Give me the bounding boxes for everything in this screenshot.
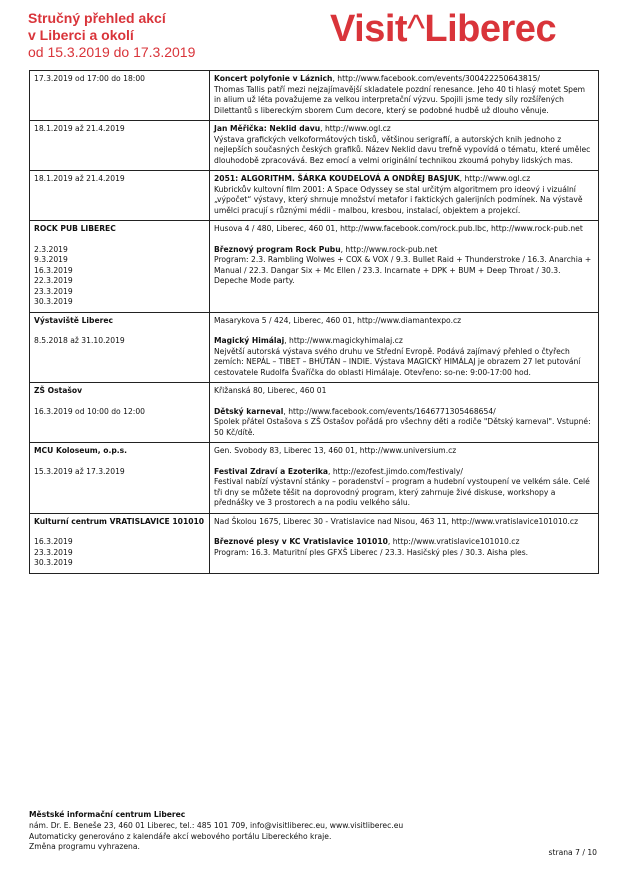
date-item: 16.3.2019: [34, 265, 73, 275]
event-description: Thomas Tallis patří mezi nejzajímavější skladatele pozdní renesance. Jeho 40 ti hlasý motet Spem in alium už léta považujeme za velkou interpretační výzvu. Spojili jsme tedy síly rozšířených Dilettantů s libereckým sborem Cum decore, který se podobné hudbě už dlouho věnuje.: [214, 84, 586, 115]
venue-info: [30, 221, 210, 313]
event-title: Březnový program Rock Pubu: [214, 244, 341, 254]
venue-detail: [210, 513, 599, 573]
date-item: 16.3.2019: [34, 537, 73, 546]
logo-part-liberec: Liberec: [424, 8, 557, 50]
event-url: , http://www.rock-pub.net: [340, 244, 438, 254]
event-detail: [210, 171, 599, 221]
event-description: Festival nabízí výstavní stánky – poradenství – program a hudební vystoupení ve velkém sále. Celé tři dny se můžete těšit na doprovodný program, který zahrnuje živé diskuse, workshopy a přednášky ve 3 prostorech a na podiu velkého sálu.: [214, 477, 590, 507]
event-title: Dětský karneval: [214, 406, 284, 416]
venue-info: [30, 312, 210, 383]
event-title: Festival Zdraví a Ezoterika: [214, 466, 329, 476]
venue-name: Výstaviště Liberec: [34, 315, 114, 325]
events-table: [29, 70, 599, 574]
event-row: [30, 171, 599, 221]
venue-event: [214, 245, 594, 287]
venue-address: Křižanská 80, Liberec, 460 01: [214, 386, 327, 395]
event-title: Březnové plesy v KC Vratislavice 101010: [214, 537, 388, 546]
venue-info: [30, 383, 210, 443]
event-title: Jan Měřička: Neklid davu: [214, 124, 321, 133]
venue-event: [214, 537, 594, 558]
venue-address: Gen. Svobody 83, Liberec 13, 460 01, http://www.universium.cz: [214, 446, 457, 455]
event-date: 18.1.2019 až 21.4.2019: [30, 171, 210, 221]
venue-detail: [210, 443, 599, 514]
date-item: 30.3.2019: [34, 297, 73, 306]
event-url: , http://www.facebook.com/events/1646771305468654/: [283, 406, 496, 416]
document-title: [28, 10, 288, 61]
venue-name: Kulturní centrum VRATISLAVICE 101010: [34, 516, 205, 526]
venue-dates: [34, 245, 205, 308]
venue-name: ROCK PUB LIBEREC: [34, 224, 116, 233]
venue-dates: [34, 336, 205, 347]
date-item: 9.3.2019: [34, 255, 68, 264]
date-item: 8.5.2018 až 31.10.2019: [34, 336, 125, 345]
event-description: Program: 2.3. Rambling Wolwes + COX & VOX / 9.3. Bullet Raid + Thunderstroke / 16.3. Anarchia + Manual / 22.3. Dangar Six + Mc Ellen / 23.3. Incarnate + DPK + BUM + Deep Throat / 30.3. Depeche Mode party.: [214, 255, 592, 285]
venue-event: [214, 467, 594, 509]
event-description: Kubrickův kultovní film 2001: A Space Odyssey se stal určitým algoritmem pro ideový i vizuální „výpočet“ výstavy, který shrnuje množství metafor i faktických galerijních podmínek. Na výstavě umělci pracují s různými médii - malbou, kresbou, instalací, objektem a projekcí.: [214, 184, 583, 215]
footer-disclaimer: Změna programu vyhrazena.: [29, 842, 140, 852]
venue-row: [30, 513, 599, 573]
event-date: 18.1.2019 až 21.4.2019: [30, 121, 210, 171]
venue-event: [214, 407, 594, 439]
footer-organization: Městské informační centrum Liberec: [29, 810, 186, 819]
venue-dates: [34, 467, 205, 478]
event-title: 2051: ALGORITHM. ŠÁRKA KOUDELOVÁ A ONDŘEJ BASJUK: [214, 174, 460, 183]
venue-detail: [210, 221, 599, 313]
event-description: Spolek přátel Ostašova s ZŠ Ostašov pořádá pro všechny děti a rodiče "Dětský karneval". Vstupné: 50 Kč/dítě.: [214, 417, 591, 437]
event-detail: [210, 121, 599, 171]
event-row: [30, 71, 599, 121]
date-item: 22.3.2019: [34, 276, 73, 285]
venue-row: [30, 383, 599, 443]
venue-detail: [210, 312, 599, 383]
venue-row: [30, 221, 599, 313]
event-title: Koncert polyfonie v Láznich: [214, 74, 333, 83]
event-description: Výstava grafických velkoformátových tisků, většinou serigrafií, a autorských knih jednoho z nejlepších současných českých grafiků. Název Neklid davu trefně vypovídá o tématu, které umělec dlouhodobě zpracovává. Bez emocí a velmi originální technikou zkoumá pohyby lidských mas.: [214, 134, 591, 165]
event-row: [30, 121, 599, 171]
venue-address: Nad Školou 1675, Liberec 30 - Vratislavice nad Nisou, 463 11, http://www.vratislavice101010.cz: [214, 516, 579, 526]
event-url: , http://www.facebook.com/events/300422250643815/: [332, 74, 540, 83]
venue-info: [30, 443, 210, 514]
event-description: Program: 16.3. Maturitní ples GFXŠ Liberec / 23.3. Hasičský ples / 30.3. Aisha ples.: [214, 547, 529, 557]
venue-dates: [34, 407, 205, 418]
venue-address: Masarykova 5 / 424, Liberec, 460 01, http://www.diamantexpo.cz: [214, 315, 462, 325]
event-url: , http://www.ogl.cz: [459, 174, 531, 183]
date-item: 23.3.2019: [34, 286, 73, 296]
venue-detail: [210, 383, 599, 443]
event-url: , http://ezofest.jimdo.com/festivaly/: [328, 466, 463, 476]
event-url: , http://www.magickyhimalaj.cz: [284, 336, 403, 345]
visit-liberec-logo: [330, 6, 602, 52]
date-item: 23.3.2019: [34, 547, 73, 557]
venue-info: [30, 513, 210, 573]
title-line-1: Stručný přehled akcí: [28, 10, 166, 26]
event-date: 17.3.2019 od 17:00 do 18:00: [30, 71, 210, 121]
date-item: 15.3.2019 až 17.3.2019: [34, 466, 125, 476]
event-url: , http://www.ogl.cz: [320, 124, 391, 133]
event-url: , http://www.vratislavice101010.cz: [387, 537, 520, 546]
date-item: 16.3.2019 od 10:00 do 12:00: [34, 406, 146, 416]
date-item: 30.3.2019: [34, 558, 73, 567]
event-description: Největší autorská výstava svého druhu ve Střední Evropě. Podává zajímavý přehled o čtyřech zemích: NEPÁL – TIBET – BHÚTÁN – INDIE. Výstava MAGICKÝ HIMÁLAJ je obrazem 27 let putování cestovatele Rudolfa Švaříčka do oblasti Himálaje. Otevřeno: so-ne: 9:00-17:00 hod.: [214, 346, 581, 377]
event-title: Magický Himálaj: [214, 336, 285, 345]
venue-dates: [34, 537, 205, 569]
logo-caret: ^: [407, 8, 425, 50]
venue-address: Husova 4 / 480, Liberec, 460 01, http://www.facebook.com/rock.pub.lbc, http://www.rock-pub.net: [214, 224, 583, 233]
event-detail: [210, 71, 599, 121]
date-item: 2.3.2019: [34, 244, 68, 254]
venue-name: MCU Koloseum, o.p.s.: [34, 446, 128, 455]
venue-row: [30, 312, 599, 383]
venue-row: [30, 443, 599, 514]
title-line-2: v Liberci a okolí: [28, 27, 134, 43]
venue-event: [214, 336, 594, 378]
footer: [29, 810, 599, 853]
venue-name: ZŠ Ostašov: [34, 386, 83, 395]
footer-address: nám. Dr. E. Beneše 23, 460 01 Liberec, tel.: 485 101 709, info@visitliberec.eu, www.visitliberec.eu: [29, 820, 404, 830]
footer-note: Automaticky generováno z kalendáře akcí webového portálu Libereckého kraje.: [29, 831, 332, 841]
logo-part-visit: Visit: [330, 8, 408, 50]
date-range: od 15.3.2019 do 17.3.2019: [28, 44, 196, 60]
page-number: strana 7 / 10: [548, 848, 597, 857]
